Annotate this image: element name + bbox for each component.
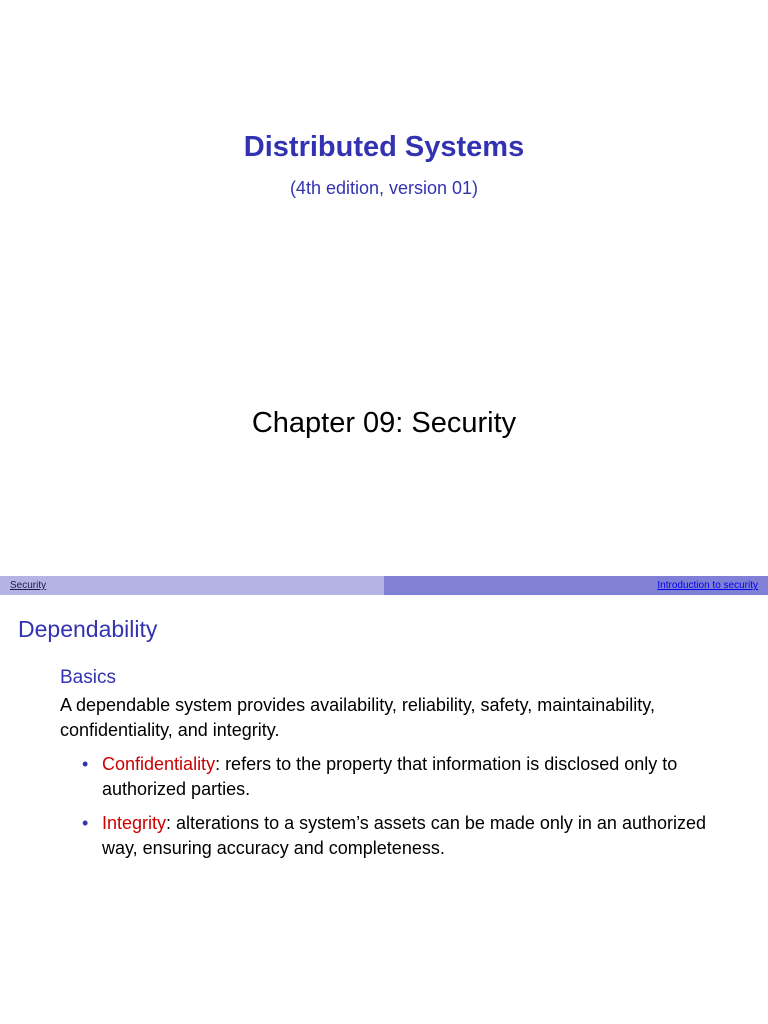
bullet-icon: • — [82, 813, 89, 833]
subsection-link[interactable]: Introduction to security — [657, 580, 758, 591]
book-title: Distributed Systems — [243, 131, 525, 163]
bullet-icon: • — [82, 754, 89, 774]
list-item — [82, 811, 712, 861]
bullet-text: : alterations to a system’s assets can be made only in an authorized way, ensuring accuracy and completeness. — [102, 813, 706, 858]
list-item — [82, 752, 712, 802]
book-edition: (4th edition, version 01) — [289, 178, 479, 198]
frame-title: Dependability — [18, 616, 158, 642]
bullet-text: : refers to the property that information is disclosed only to authorized parties. — [102, 754, 678, 799]
chapter-title: Chapter 09: Security — [251, 407, 517, 439]
block-title: Basics — [60, 667, 116, 688]
bullet-term: Confidentiality — [102, 754, 216, 774]
headline-bar — [0, 576, 768, 595]
section-link[interactable]: Security — [10, 580, 47, 591]
headline-section — [0, 576, 384, 595]
bullet-list — [82, 752, 712, 870]
bullet-term: Integrity — [102, 813, 167, 833]
block-body: A dependable system provides availability, reliability, safety, maintainability, confidentiality, and integrity. — [60, 695, 655, 740]
headline-subsection — [384, 576, 768, 595]
content-slide — [0, 576, 768, 1024]
